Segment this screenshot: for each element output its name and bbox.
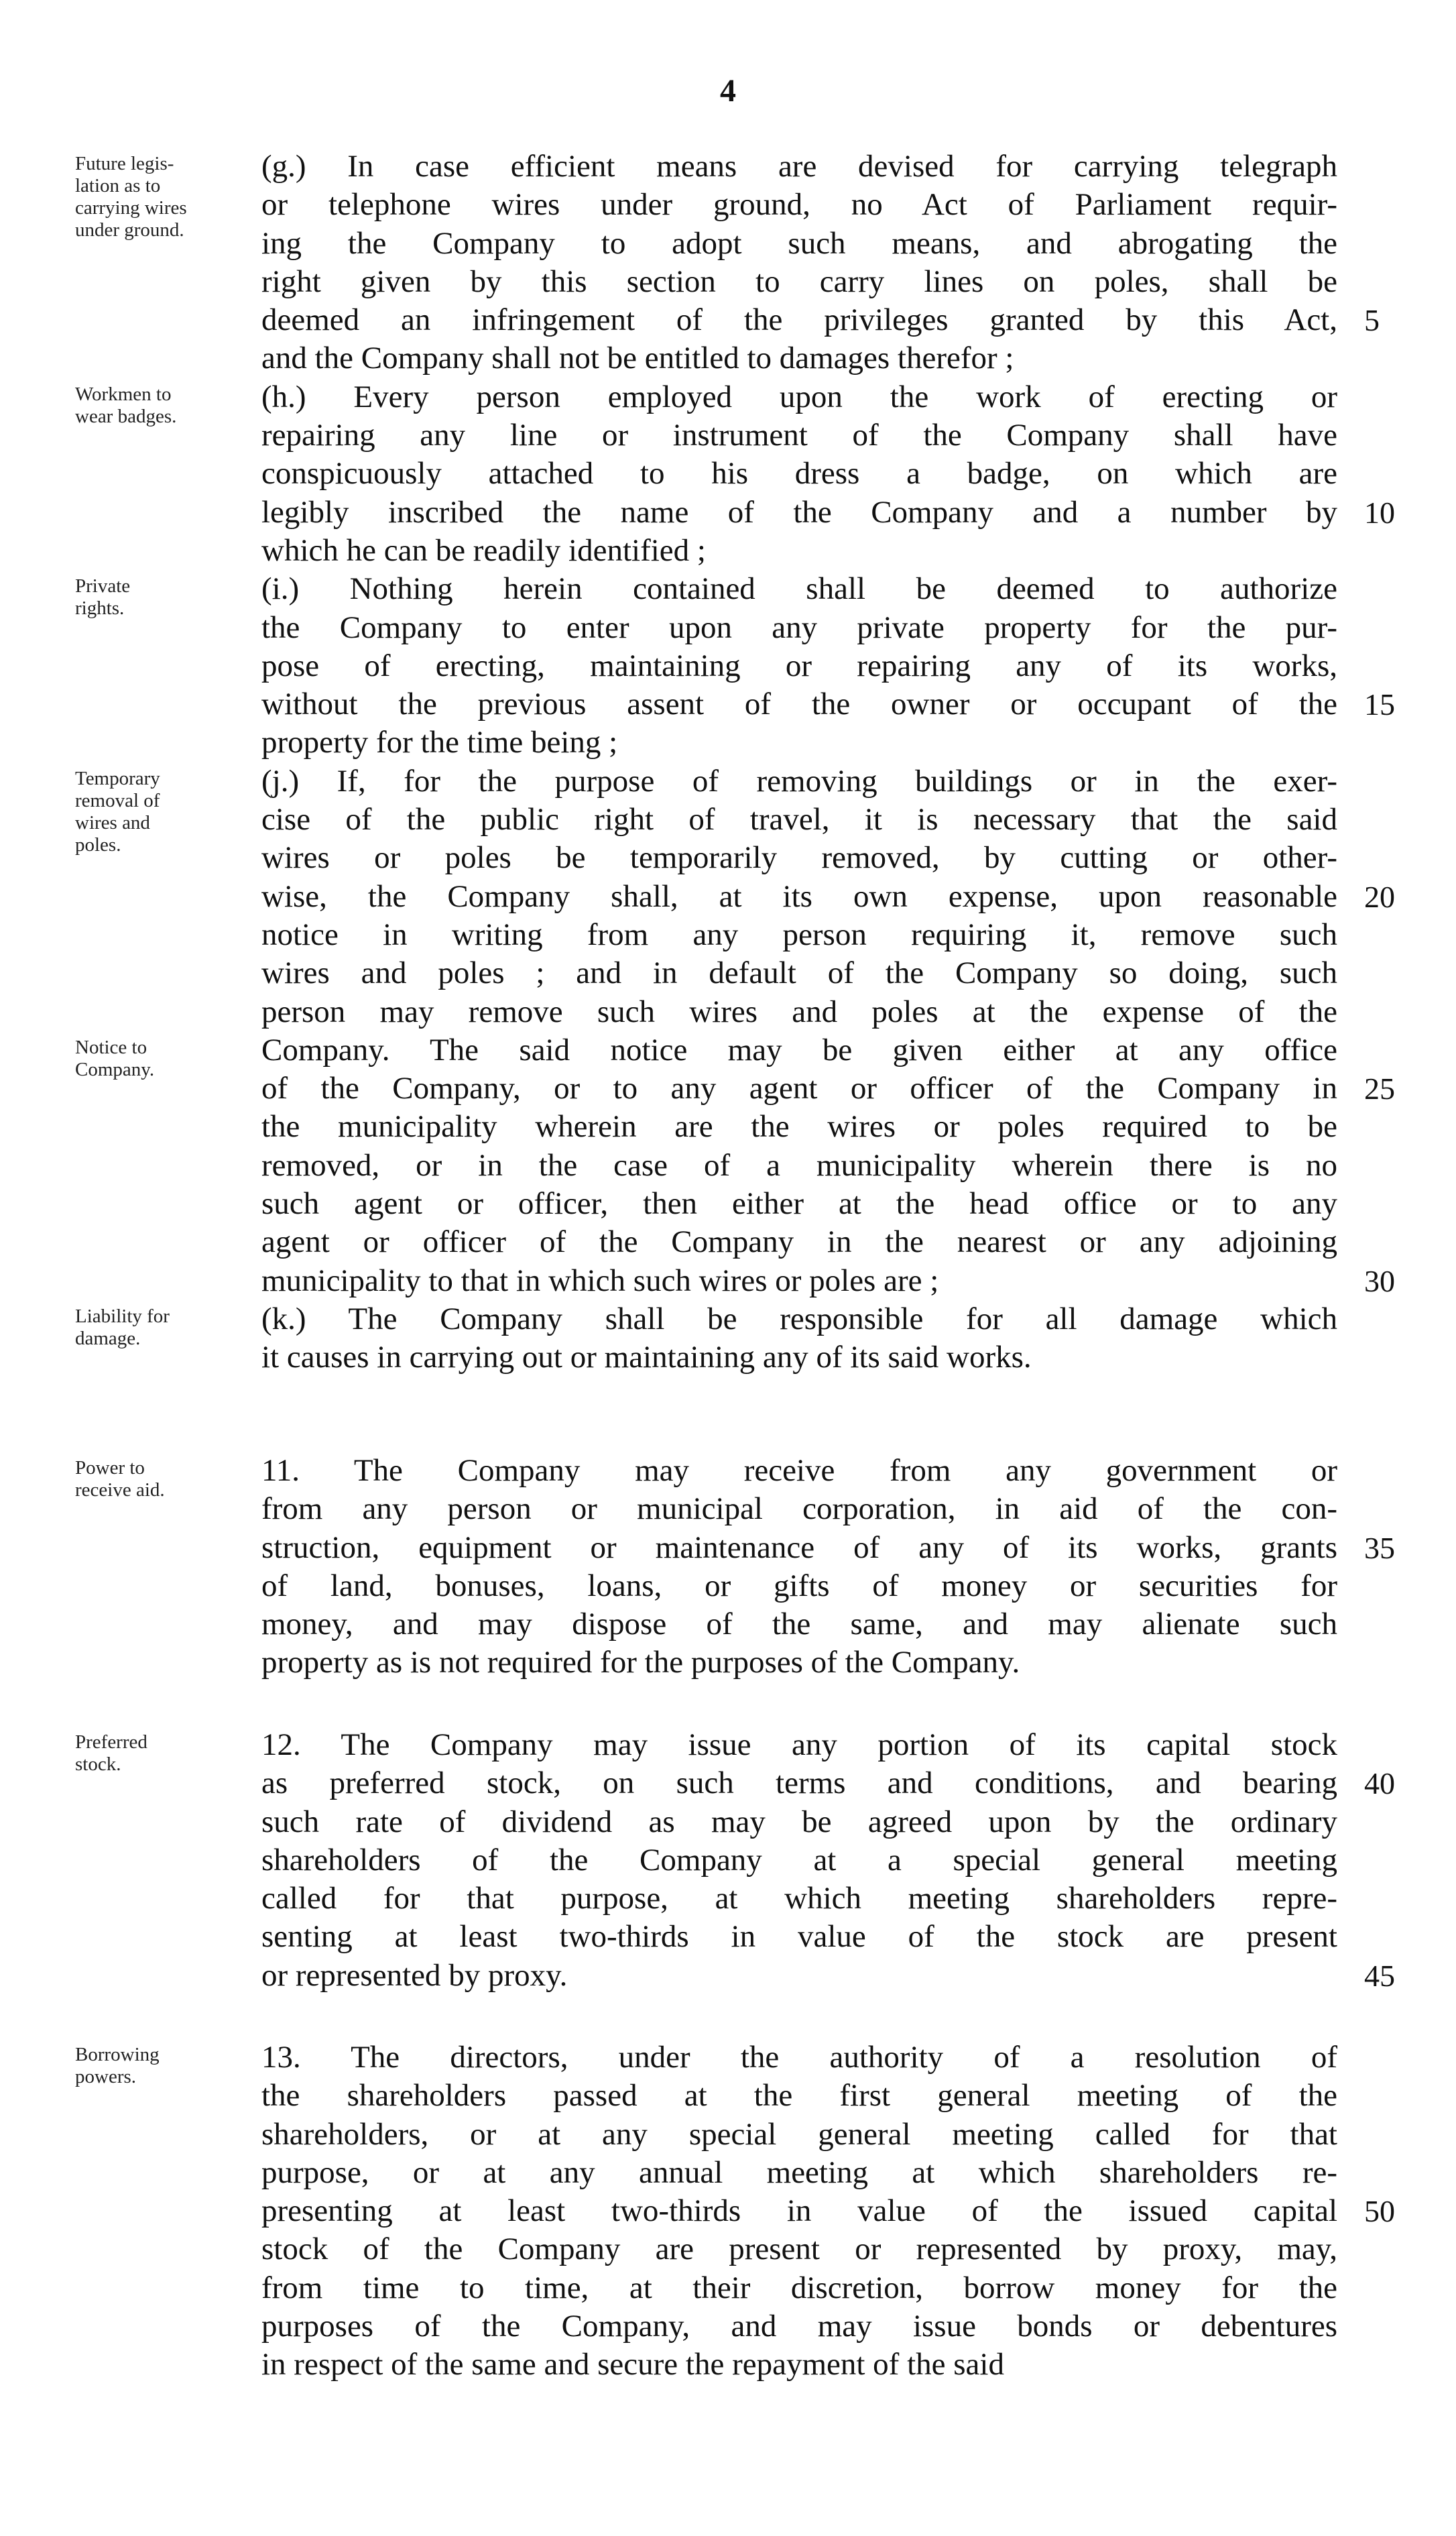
text-line: of land, bonuses, loans, or gifts of money or securities for xyxy=(261,1568,1337,1603)
text-line: which he can be readily identified ; xyxy=(261,532,706,568)
text-line: from any person or municipal corporation, in aid of the con- xyxy=(261,1491,1337,1527)
margin-note-line: removal of xyxy=(75,789,160,811)
text-line: property as is not required for the purposes of the Company. xyxy=(261,1645,1020,1680)
line-number: 15 xyxy=(1364,687,1395,722)
text-line: purposes of the Company, and may issue bonds or debentures xyxy=(261,2309,1337,2344)
line-number: 45 xyxy=(1364,1958,1395,1993)
margin-note-line: Borrowing xyxy=(75,2044,160,2065)
line-number: 5 xyxy=(1364,303,1380,338)
text-line: deemed an infringement of the privileges granted by this Act, xyxy=(261,302,1337,338)
text-line: of the Company, or to any agent or officer of the Company in xyxy=(261,1071,1337,1106)
text-block xyxy=(261,2038,1337,2384)
margin-note xyxy=(75,1306,249,1350)
text-line: shareholders of the Company at a special general meeting xyxy=(261,1842,1337,1878)
text-line: senting at least two-thirds in value of the stock are present xyxy=(261,1919,1337,1955)
text-line: removed, or in the case of a municipality wherein there is no xyxy=(261,1147,1337,1183)
text-line: wires or poles be temporarily removed, by cutting or other- xyxy=(261,840,1337,876)
text-block xyxy=(261,148,1337,1377)
text-line: struction, equipment or maintenance of any of its works, grants xyxy=(261,1530,1337,1565)
margin-note-line: poles. xyxy=(75,833,121,856)
text-line: right given by this section to carry lines on poles, shall be xyxy=(261,264,1337,299)
margin-note-line: Preferred xyxy=(75,1731,147,1753)
text-line: wise, the Company shall, at its own expense, upon reasonable xyxy=(261,878,1337,914)
text-line: 11. The Company may receive from any government or xyxy=(261,1453,1337,1488)
margin-note-line: Company. xyxy=(75,1058,155,1080)
margin-note-line: stock. xyxy=(75,1753,121,1775)
text-line: from time to time, at their discretion, borrow money for the xyxy=(261,2270,1337,2305)
margin-note-line: Notice to xyxy=(75,1036,147,1058)
text-line: the shareholders passed at the first general meeting of the xyxy=(261,2078,1337,2114)
text-line: 13. The directors, under the authority of a resolution of xyxy=(261,2040,1337,2075)
margin-note xyxy=(75,768,249,856)
text-line: repairing any line or instrument of the Company shall have xyxy=(261,418,1337,453)
text-line: and the Company shall not be entitled to damages therefor ; xyxy=(261,341,1014,376)
margin-note-line: carrying wires xyxy=(75,197,187,219)
line-number: 20 xyxy=(1364,879,1395,914)
text-block xyxy=(261,1726,1337,1995)
margin-note-line: Liability for xyxy=(75,1306,170,1327)
text-line: legibly inscribed the name of the Company and a number by xyxy=(261,494,1337,530)
margin-note-line: wear badges. xyxy=(75,405,177,427)
margin-note-line: Temporary xyxy=(75,767,160,789)
text-line: 12. The Company may issue any portion of its capital stock xyxy=(261,1727,1337,1762)
text-block xyxy=(261,1452,1337,1682)
line-number: 35 xyxy=(1364,1530,1395,1565)
text-line: (i.) Nothing herein contained shall be deemed to authorize xyxy=(261,571,1337,607)
page-number: 4 xyxy=(720,73,736,109)
margin-note xyxy=(75,575,249,620)
text-line: or telephone wires under ground, no Act of Parliament requir- xyxy=(261,187,1337,223)
text-line: shareholders, or at any special general meeting called for that xyxy=(261,2116,1337,2152)
text-line: conspicuously attached to his dress a badge, on which are xyxy=(261,456,1337,492)
text-line: stock of the Company are present or represented by proxy, may, xyxy=(261,2232,1337,2267)
text-line: (h.) Every person employed upon the work of erecting or xyxy=(261,379,1337,414)
text-line: Company. The said notice may be given either at any office xyxy=(261,1032,1337,1068)
text-line: ing the Company to adopt such means, and abrogating the xyxy=(261,225,1337,261)
line-number: 30 xyxy=(1364,1263,1395,1298)
text-line: in respect of the same and secure the repayment of the said xyxy=(261,2347,1004,2382)
text-line: cise of the public right of travel, it is necessary that the said xyxy=(261,802,1337,838)
margin-note-line: Future legis- xyxy=(75,153,174,174)
margin-note-line: Workmen to xyxy=(75,383,172,405)
text-line: called for that purpose, at which meeting shareholders repre- xyxy=(261,1881,1337,1916)
text-line: municipality to that in which such wires or poles are ; xyxy=(261,1263,939,1298)
margin-note-line: lation as to xyxy=(75,175,161,196)
text-line: presenting at least two-thirds in value of the issued capital xyxy=(261,2193,1337,2229)
margin-note-line: receive aid. xyxy=(75,1479,165,1501)
margin-note xyxy=(75,153,249,241)
text-line: notice in writing from any person requiring it, remove such xyxy=(261,917,1337,952)
text-line: the municipality wherein are the wires or poles required to be xyxy=(261,1109,1337,1145)
text-line: agent or officer of the Company in the nearest or any adjoining xyxy=(261,1224,1337,1260)
margin-note-line: Private xyxy=(75,575,131,597)
line-number: 40 xyxy=(1364,1766,1395,1801)
text-line: money, and may dispose of the same, and may alienate such xyxy=(261,1607,1337,1642)
line-number: 50 xyxy=(1364,2194,1395,2229)
text-line: purpose, or at any annual meeting at which shareholders re- xyxy=(261,2154,1337,2190)
margin-note xyxy=(75,384,249,428)
margin-note-line: Power to xyxy=(75,1457,145,1479)
text-line: property for the time being ; xyxy=(261,725,618,760)
line-number: 25 xyxy=(1364,1072,1395,1106)
margin-note-line: powers. xyxy=(75,2066,137,2087)
text-line: wires and poles ; and in default of the Company so doing, such xyxy=(261,956,1337,991)
margin-note-line: rights. xyxy=(75,597,125,620)
margin-note-line: wires and xyxy=(75,811,150,833)
line-number: 10 xyxy=(1364,495,1395,530)
text-line: or represented by proxy. xyxy=(261,1957,568,1993)
text-line: such rate of dividend as may be agreed upon by the ordinary xyxy=(261,1804,1337,1839)
text-line: person may remove such wires and poles at the expense of the xyxy=(261,994,1337,1029)
margin-note xyxy=(75,1037,249,1081)
text-line: (g.) In case efficient means are devised for carrying telegraph xyxy=(261,149,1337,184)
text-line: (k.) The Company shall be responsible for all damage which xyxy=(261,1301,1337,1336)
margin-note xyxy=(75,1731,249,1776)
text-line: it causes in carrying out or maintaining any of its said works. xyxy=(261,1340,1032,1375)
text-line: as preferred stock, on such terms and conditions, and bearing xyxy=(261,1766,1337,1801)
margin-note xyxy=(75,2044,249,2088)
text-line: (j.) If, for the purpose of removing buildings or in the exer- xyxy=(261,763,1337,799)
text-line: the Company to enter upon any private property for the pur- xyxy=(261,610,1337,645)
text-line: pose of erecting, maintaining or repairing any of its works, xyxy=(261,648,1337,683)
text-line: such agent or officer, then either at the head office or to any xyxy=(261,1186,1337,1222)
text-line: without the previous assent of the owner or occupant of the xyxy=(261,687,1337,722)
margin-note xyxy=(75,1457,249,1501)
margin-note-line: damage. xyxy=(75,1328,141,1349)
margin-note-line: under ground. xyxy=(75,219,184,241)
